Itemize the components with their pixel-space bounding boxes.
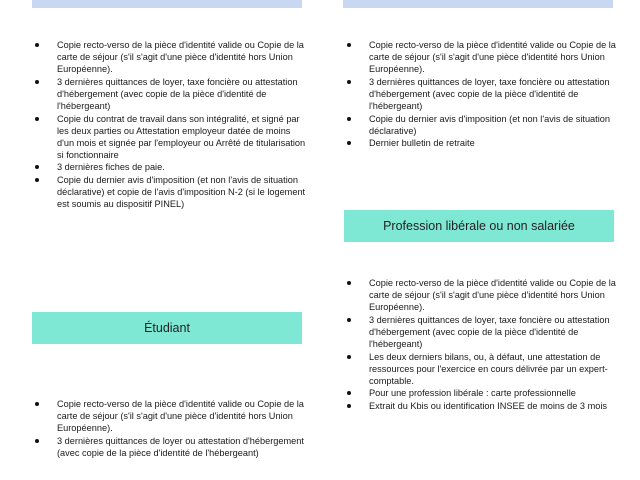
list-item: Les deux derniers bilans, ou, à défaut, une attestation de ressources pour l'exercice en cours délivrée par un expert-comptable. xyxy=(344,351,619,387)
salarie-document-list xyxy=(32,39,307,211)
bullet-icon xyxy=(35,43,39,47)
list-item: Copie du dernier avis d'imposition (et non l'avis de situation déclarative) et copie de l'avis d'imposition N-2 (si le logement est soumis au dispositif PINEL) xyxy=(32,174,307,210)
list-item: Copie du dernier avis d'imposition (et non l'avis de situation déclarative) xyxy=(344,113,619,137)
bullet-icon xyxy=(347,404,351,408)
list-item: 3 dernières quittances de loyer ou attestation d'hébergement (avec copie de la pièce d'identité de l'hébergeant) xyxy=(32,435,307,459)
bullet-icon xyxy=(35,80,39,84)
bullet-icon xyxy=(347,318,351,322)
list-item: Dernier bulletin de retraite xyxy=(344,137,619,149)
bullet-icon xyxy=(347,141,351,145)
bullet-icon xyxy=(347,80,351,84)
bullet-icon xyxy=(347,355,351,359)
bullet-icon xyxy=(347,43,351,47)
list-item: Copie recto-verso de la pièce d'identité valide ou Copie de la carte de séjour (s'il s'agit d'une pièce d'identité hors Union Européenne). xyxy=(32,398,307,434)
section-header-band-right xyxy=(343,0,613,8)
bullet-icon xyxy=(35,402,39,406)
list-item: Copie recto-verso de la pièce d'identité valide ou Copie de la carte de séjour (s'il s'agit d'une pièce d'identité hors Union Européenne). xyxy=(344,277,619,313)
bullet-icon xyxy=(347,391,351,395)
section-title-etudiant: Étudiant xyxy=(32,312,302,344)
section-header-band-left xyxy=(32,0,302,8)
list-item: 3 dernières quittances de loyer, taxe foncière ou attestation d'hébergement (avec copie de la pièce d'identité de l'hébergeant) xyxy=(32,76,307,112)
section-title-profession-liberale: Profession libérale ou non salariée xyxy=(344,210,614,242)
list-item: 3 dernières fiches de paie. xyxy=(32,161,307,173)
list-item: Copie du contrat de travail dans son intégralité, et signé par les deux parties ou Attestation employeur datée de moins d'un mois et signée par l'employeur ou Arrêté de titularisation si fonctionnaire xyxy=(32,113,307,161)
retraite-document-list xyxy=(344,39,619,150)
list-item: 3 dernières quittances de loyer, taxe foncière ou attestation d'hébergement (avec copie de la pièce d'identité de l'hébergeant) xyxy=(344,76,619,112)
list-item: Copie recto-verso de la pièce d'identité valide ou Copie de la carte de séjour (s'il s'agit d'une pièce d'identité hors Union Européenne). xyxy=(344,39,619,75)
bullet-icon xyxy=(35,178,39,182)
liberal-document-list xyxy=(344,277,619,413)
bullet-icon xyxy=(35,165,39,169)
list-item: Pour une profession libérale : carte professionnelle xyxy=(344,387,619,399)
list-item: 3 dernières quittances de loyer, taxe foncière ou attestation d'hébergement (avec copie de la pièce d'identité de l'hébergeant) xyxy=(344,314,619,350)
bullet-icon xyxy=(35,439,39,443)
list-item: Extrait du Kbis ou identification INSEE de moins de 3 mois xyxy=(344,400,619,412)
etudiant-document-list xyxy=(32,398,307,459)
bullet-icon xyxy=(347,117,351,121)
bullet-icon xyxy=(347,281,351,285)
list-item: Copie recto-verso de la pièce d'identité valide ou Copie de la carte de séjour (s'il s'agit d'une pièce d'identité hors Union Européenne). xyxy=(32,39,307,75)
bullet-icon xyxy=(35,117,39,121)
